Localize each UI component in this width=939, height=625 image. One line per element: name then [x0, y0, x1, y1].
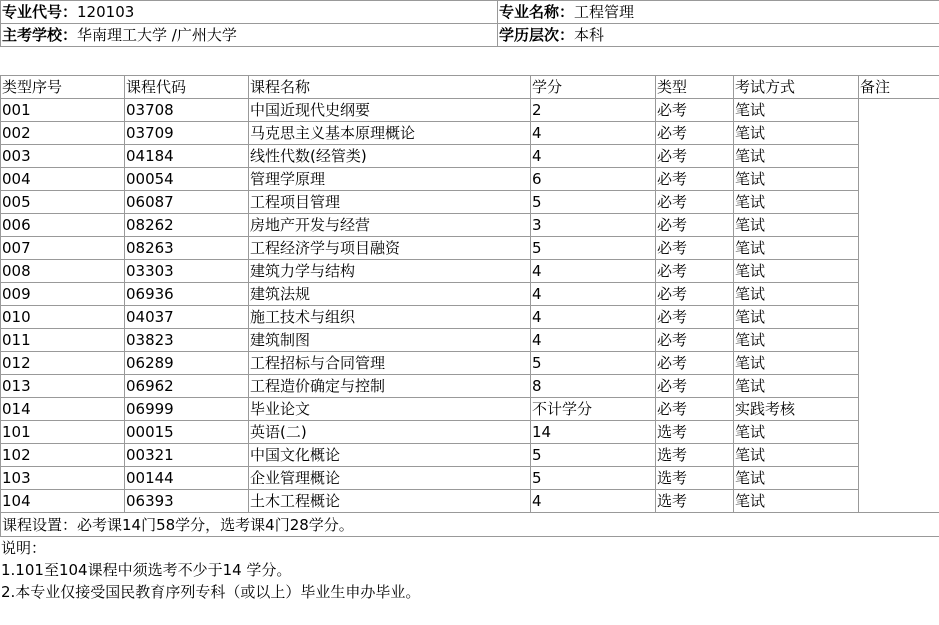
cell-name: 建筑力学与结构 [249, 260, 531, 283]
cell-type: 选考 [656, 421, 734, 444]
cell-credits: 14 [531, 421, 656, 444]
cell-seq: 004 [1, 168, 125, 191]
cell-credits: 5 [531, 444, 656, 467]
cell-seq: 009 [1, 283, 125, 306]
cell-exam: 笔试 [734, 214, 859, 237]
table-row [1, 444, 939, 467]
cell-credits: 6 [531, 168, 656, 191]
cell-exam: 笔试 [734, 237, 859, 260]
cell-name: 线性代数(经管类) [249, 145, 531, 168]
notes-title: 说明： [1, 539, 47, 557]
cell-code: 03708 [125, 99, 249, 122]
cell-exam: 笔试 [734, 260, 859, 283]
cell-type: 必考 [656, 214, 734, 237]
cell-name: 建筑制图 [249, 329, 531, 352]
table-row [1, 260, 939, 283]
cell-credits: 4 [531, 329, 656, 352]
cell-code: 06936 [125, 283, 249, 306]
cell-type: 必考 [656, 260, 734, 283]
cell-credits: 4 [531, 145, 656, 168]
cell-seq: 103 [1, 467, 125, 490]
table-row [1, 214, 939, 237]
cell-type: 必考 [656, 398, 734, 421]
cell-code: 03303 [125, 260, 249, 283]
cell-exam: 笔试 [734, 306, 859, 329]
cell-credits: 8 [531, 375, 656, 398]
cell-name: 工程造价确定与控制 [249, 375, 531, 398]
header-credits: 学分 [531, 76, 656, 99]
table-row [1, 421, 939, 444]
cell-type: 必考 [656, 168, 734, 191]
cell-seq: 011 [1, 329, 125, 352]
summary-row [1, 513, 939, 537]
cell-type: 选考 [656, 467, 734, 490]
cell-seq: 008 [1, 260, 125, 283]
header-type: 类型 [656, 76, 734, 99]
cell-name: 英语(二) [249, 421, 531, 444]
cell-name: 工程项目管理 [249, 191, 531, 214]
major-code: 120103 [77, 3, 135, 21]
table-row [1, 398, 939, 421]
summary-text: 课程设置：必考课14门58学分，选考课4门28学分。 [1, 513, 939, 537]
cell-seq: 013 [1, 375, 125, 398]
course-table [0, 75, 939, 537]
cell-type: 必考 [656, 145, 734, 168]
cell-name: 中国近现代史纲要 [249, 99, 531, 122]
cell-seq: 003 [1, 145, 125, 168]
cell-credits: 4 [531, 490, 656, 513]
note-item: 2.本专业仅接受国民教育序列专科（或以上）毕业生申办毕业。 [1, 583, 421, 601]
table-row [1, 306, 939, 329]
header-seq: 类型序号 [1, 76, 125, 99]
cell-credits: 5 [531, 352, 656, 375]
cell-exam: 笔试 [734, 352, 859, 375]
cell-code: 04037 [125, 306, 249, 329]
cell-name: 企业管理概论 [249, 467, 531, 490]
cell-exam: 笔试 [734, 444, 859, 467]
table-row [1, 352, 939, 375]
cell-exam: 笔试 [734, 467, 859, 490]
cell-name: 毕业论文 [249, 398, 531, 421]
cell-type: 必考 [656, 375, 734, 398]
cell-credits: 5 [531, 191, 656, 214]
header-name: 课程名称 [249, 76, 531, 99]
cell-name: 中国文化概论 [249, 444, 531, 467]
header-remarks: 备注 [859, 76, 939, 99]
cell-code: 00054 [125, 168, 249, 191]
section-gap [0, 47, 939, 75]
cell-name: 土木工程概论 [249, 490, 531, 513]
cell-code: 06393 [125, 490, 249, 513]
cell-name: 工程招标与合同管理 [249, 352, 531, 375]
cell-type: 必考 [656, 122, 734, 145]
cell-name: 施工技术与组织 [249, 306, 531, 329]
cell-code: 00144 [125, 467, 249, 490]
cell-type: 必考 [656, 191, 734, 214]
cell-seq: 101 [1, 421, 125, 444]
cell-type: 选考 [656, 444, 734, 467]
cell-name: 马克思主义基本原理概论 [249, 122, 531, 145]
cell-name: 工程经济学与项目融资 [249, 237, 531, 260]
header-code: 课程代码 [125, 76, 249, 99]
cell-exam: 笔试 [734, 490, 859, 513]
cell-credits: 3 [531, 214, 656, 237]
cell-seq: 010 [1, 306, 125, 329]
cell-seq: 014 [1, 398, 125, 421]
cell-type: 必考 [656, 283, 734, 306]
table-row [1, 191, 939, 214]
level-cell [498, 24, 939, 47]
cell-type: 必考 [656, 329, 734, 352]
cell-name: 管理学原理 [249, 168, 531, 191]
major-code-cell [1, 1, 498, 24]
cell-credits: 不计学分 [531, 398, 656, 421]
level-label: 学历层次： [499, 26, 575, 44]
cell-exam: 笔试 [734, 191, 859, 214]
cell-type: 必考 [656, 237, 734, 260]
cell-seq: 001 [1, 99, 125, 122]
cell-code: 06962 [125, 375, 249, 398]
cell-type: 选考 [656, 490, 734, 513]
cell-code: 06087 [125, 191, 249, 214]
table-row [1, 490, 939, 513]
cell-name: 房地产开发与经营 [249, 214, 531, 237]
cell-exam: 笔试 [734, 122, 859, 145]
major-info-table [0, 0, 939, 47]
table-row [1, 375, 939, 398]
cell-type: 必考 [656, 352, 734, 375]
cell-code: 08263 [125, 237, 249, 260]
cell-credits: 4 [531, 260, 656, 283]
cell-seq: 005 [1, 191, 125, 214]
cell-credits: 4 [531, 306, 656, 329]
major-info-row-2 [1, 24, 939, 47]
table-row [1, 467, 939, 490]
major-info-row-1 [1, 1, 939, 24]
cell-credits: 2 [531, 99, 656, 122]
note-item: 1.101至104课程中须选考不少于14 学分。 [1, 561, 292, 579]
cell-exam: 实践考核 [734, 398, 859, 421]
cell-seq: 002 [1, 122, 125, 145]
cell-exam: 笔试 [734, 375, 859, 398]
cell-exam: 笔试 [734, 168, 859, 191]
cell-seq: 012 [1, 352, 125, 375]
cell-type: 必考 [656, 99, 734, 122]
cell-code: 04184 [125, 145, 249, 168]
cell-exam: 笔试 [734, 99, 859, 122]
cell-exam: 笔试 [734, 283, 859, 306]
school-label: 主考学校： [2, 26, 78, 44]
cell-exam: 笔试 [734, 421, 859, 444]
cell-type: 必考 [656, 306, 734, 329]
table-row [1, 99, 939, 122]
cell-credits: 5 [531, 467, 656, 490]
level-value: 本科 [574, 26, 605, 44]
cell-credits: 4 [531, 283, 656, 306]
cell-credits: 5 [531, 237, 656, 260]
school-name: 华南理工大学 /广州大学 [77, 26, 237, 44]
table-row [1, 122, 939, 145]
cell-code: 08262 [125, 214, 249, 237]
cell-code: 03823 [125, 329, 249, 352]
cell-code: 06999 [125, 398, 249, 421]
remarks-cell [859, 99, 939, 513]
table-row [1, 283, 939, 306]
cell-code: 03709 [125, 122, 249, 145]
cell-seq: 102 [1, 444, 125, 467]
course-table-header [1, 76, 939, 99]
table-row [1, 145, 939, 168]
header-exam: 考试方式 [734, 76, 859, 99]
table-row [1, 329, 939, 352]
major-name: 工程管理 [574, 3, 635, 21]
notes [0, 537, 939, 603]
cell-seq: 007 [1, 237, 125, 260]
cell-code: 06289 [125, 352, 249, 375]
table-row [1, 237, 939, 260]
cell-code: 00321 [125, 444, 249, 467]
school-cell [1, 24, 498, 47]
major-name-label: 专业名称： [499, 3, 575, 21]
cell-credits: 4 [531, 122, 656, 145]
cell-seq: 006 [1, 214, 125, 237]
major-code-label: 专业代号： [2, 3, 78, 21]
cell-name: 建筑法规 [249, 283, 531, 306]
cell-seq: 104 [1, 490, 125, 513]
course-rows [1, 99, 939, 513]
cell-exam: 笔试 [734, 145, 859, 168]
cell-code: 00015 [125, 421, 249, 444]
major-name-cell [498, 1, 939, 24]
cell-exam: 笔试 [734, 329, 859, 352]
table-row [1, 168, 939, 191]
